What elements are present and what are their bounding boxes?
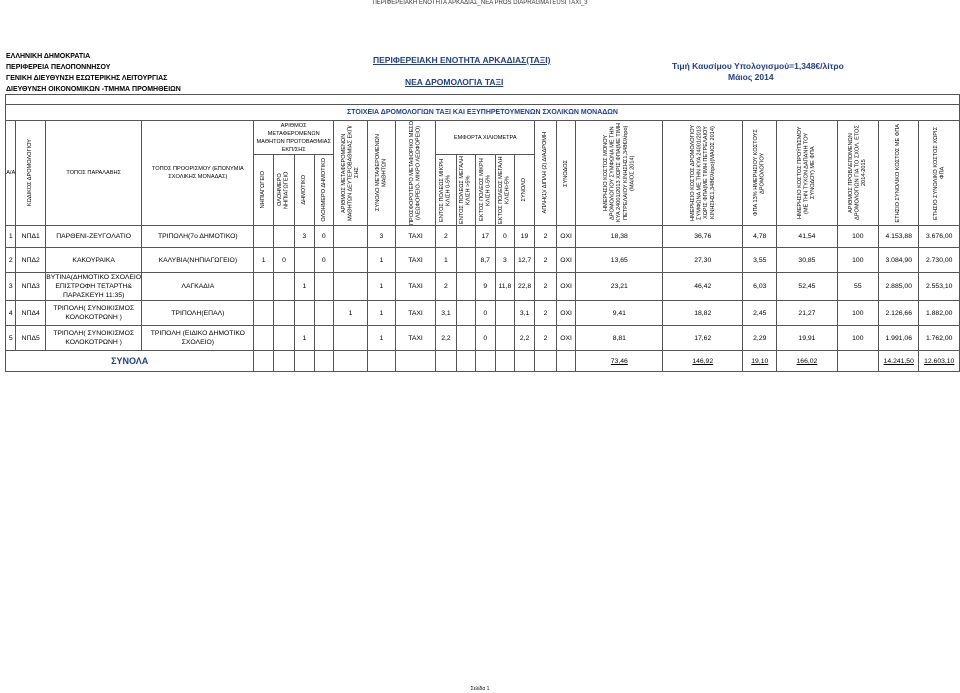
- col-aa-label: Α/Α: [6, 170, 16, 176]
- cell-days: 100: [837, 248, 878, 273]
- cell-c4: 19,91: [777, 326, 837, 351]
- cell-secondary: [334, 226, 368, 248]
- col-escort: [556, 121, 576, 226]
- col-vehicle-label: ΠΡΟΣΦΟΡΟΤΕΡΟ ΜΕΤΑΦΟΡΙΚΟ ΜΕΣΟ (ΛΕΩΦΟΡΕΙΟ- ΜΙΚΡΟ ΛΕΩΦΟΡΕΙΟ): [408, 121, 422, 225]
- table-row: [6, 273, 960, 301]
- col-km-total: [514, 155, 534, 226]
- cell-days: 100: [837, 226, 878, 248]
- total-annual-vat: 14.241,50: [879, 351, 919, 372]
- cell-days: 55: [837, 273, 878, 301]
- cell-days: 100: [837, 326, 878, 351]
- cell-total: 1: [368, 301, 396, 326]
- total-daily-route: 146,92: [663, 351, 743, 372]
- cell-code: ΝΠΔ5: [16, 326, 46, 351]
- fuel-price: Τιμή Καυσίμου Υπολογισμού=1,348€/λίτρο: [672, 61, 844, 71]
- total-daily-oneway: 73,46: [576, 351, 663, 372]
- col-km4: [495, 155, 514, 226]
- cell-km2: [456, 301, 475, 326]
- cell-km2: [456, 248, 475, 273]
- cell-c4: 41,54: [777, 226, 837, 248]
- col-trip: [535, 121, 557, 226]
- cell-days: 100: [837, 301, 878, 326]
- cell-allday-kinder: [273, 301, 294, 326]
- organization-block: [6, 51, 181, 95]
- cell-c3: 6,03: [743, 273, 777, 301]
- cell-km3: 8,7: [475, 248, 495, 273]
- col-pickup: [46, 121, 142, 226]
- col-allday-primary: [314, 155, 333, 226]
- col-annual-novat: [919, 121, 960, 226]
- cell-kinder: 1: [254, 248, 273, 273]
- cell-total: 1: [368, 248, 396, 273]
- col-km-group: [436, 121, 535, 155]
- cell-vehicle: ΤΑΧΙ: [395, 226, 436, 248]
- cell-primary: 1: [295, 326, 314, 351]
- cell-total: 3: [368, 226, 396, 248]
- cell-c1: 18,38: [576, 226, 663, 248]
- col-pickup-label: ΤΟΠΟΣ ΠΑΡΑΛΑΒΗΣ: [66, 170, 121, 176]
- cell-allday-primary: [314, 301, 333, 326]
- col-daily-oneway-label: ΗΜΕΡΗΣΙΟ ΚΟΣΤΟΣ ΜΟΝΟΥ ΔΡΟΜΟΛΟΓΙΟΥ ΣΥΜΦΩΝΑ ΜΕ ΤΗΝ ΚΥΑ 24001/2013 ΧΩΡΙΣ ΦΠΑ(ΜΕ ΤΙΜΗ ΠΕΤΡΕΛΑΙΟΥ ΚΙΝΗΣΗΣ1,348€/λίτρο)(ΜΑΙΟΣ 2014): [602, 123, 636, 223]
- cell-kinder: [254, 226, 273, 248]
- col-escort-label: ΣΥΝΟΔΟΣ: [562, 159, 569, 187]
- cell-c1: 9,41: [576, 301, 663, 326]
- col-primary-label: ΔΗΜΟΤΙΚΟ: [301, 175, 308, 205]
- col-daily-budget-label: ΗΜΕΡΗΣΙΟ ΚΟΣΤΟΣ ΠΡΟΫΠ/ΣΜΟΥ (ΜΕ ΤΗΝ ΤΥΧΟΝ ΔΑΠΑΝΗ ΤΟΥ ΣΥΝΟΔΟΥ) ΜΕ ΦΠΑ: [797, 126, 817, 220]
- month-label: Μάιος 2014: [728, 72, 774, 82]
- col-secondary: [334, 121, 368, 226]
- cell-km3: 17: [475, 226, 495, 248]
- col-km-total-label: ΣΥΝΟΛΟ: [521, 178, 528, 202]
- col-daily-oneway: [576, 121, 663, 226]
- cell-primary: 1: [295, 273, 314, 301]
- col-days-label: ΑΡΙΘΜΟΣ ΠΡΟΒΛΕΠΟΜΕΝΩΝ ΔΡΟΜΟΛΟΓΙΩΝ ΓΙΑ ΤΟ ΣΧΟΛ. ΕΤΟΣ 2014-2015: [847, 125, 868, 221]
- cell-km2: [456, 273, 475, 301]
- cell-c2: 27,30: [663, 248, 743, 273]
- cell-aa: 2: [6, 248, 16, 273]
- cell-c1: 23,21: [576, 273, 663, 301]
- col-km3: [475, 155, 495, 226]
- col-secondary-label: ΑΡΙΘΜΟΣ ΜΕΤΑΦΕΡΟΜΕΝΩΝ ΜΑΘΗΤΩΝ ΔΕΥΤΕΡΟΒΑΘΜΙΑΣ ΕΚΠ/ΣΗΣ: [340, 125, 360, 221]
- cell-km3: 0: [475, 301, 495, 326]
- col-primary-group: [254, 121, 334, 155]
- cell-allday-primary: [314, 326, 333, 351]
- col-aa: [6, 121, 16, 226]
- col-allday-kinder-label: ΟΛΟΗΜΕΡΟ ΝΗΠΙΑΓΩΓΕΙΟ: [277, 171, 290, 209]
- cell-trip: 2: [535, 248, 557, 273]
- table-row: [6, 301, 960, 326]
- cell-dest: ΚΑΛΥΒΙΑ(ΝΗΠΙΑΓΩΓΕΙΟ): [142, 248, 254, 273]
- cell-annual-novat: 1.762,00: [919, 326, 960, 351]
- col-total-students-label: ΣΥΝΟΛΟ ΜΕΤΑΦΕΡΟΜΕΝΩΝ ΜΑΘΗΤΩΝ: [374, 134, 388, 212]
- cell-c2: 17,62: [663, 326, 743, 351]
- cell-allday-kinder: [273, 226, 294, 248]
- cell-km-total: 2,2: [514, 326, 534, 351]
- cell-pickup: ΤΡΙΠΟΛΗ( ΣΥΝΟΙΚΙΣΜΟΣ ΚΟΛΟΚΟΤΡΩΝΗ ): [46, 301, 142, 326]
- total-vat: 19,10: [743, 351, 777, 372]
- col-daily-route: [663, 121, 743, 226]
- routes-table: [5, 94, 960, 372]
- cell-km4: 0: [495, 226, 514, 248]
- col-daily-route-label: ΗΜΕΡΗΣΙΟ ΚΟΣΤΟΣ ΔΡΟΜΟΛΟΓΙΟΥ ΣΥΜΦΩΝΑ ΜΕ ΤΗΝ ΚΥΑ 24001/2013 ΧΩΡΙΣ ΦΠΑ(ΜΕ ΤΙΜΗ ΠΕΤΡΕΛΑΙΟΥ ΚΙΝΗΣΗΣ1,348€/λίτρο)(ΜΑΙΟΣ 2014): [689, 124, 716, 222]
- cell-km4: [495, 326, 514, 351]
- org-line: ΓΕΝΙΚΗ ΔΙΕΥΘΥΝΣΗ ΕΣΩΤΕΡΙΚΗΣ ΛΕΙΤΟΥΡΓΙΑΣ: [6, 75, 168, 82]
- col-daily-budget: [777, 121, 837, 226]
- col-dest-label: ΤΟΠΟΣ ΠΡΟΟΡΙΣΜΟΥ (ΕΠΩΝΥΜΙΑ ΣΧΟΛΙΚΗΣ ΜΟΝΑΔΑΣ): [151, 166, 244, 180]
- cell-vehicle: ΤΑΧΙ: [395, 326, 436, 351]
- cell-vehicle: ΤΑΧΙ: [395, 273, 436, 301]
- col-allday-kinder: [273, 155, 294, 226]
- cell-code: ΝΠΔ4: [16, 301, 46, 326]
- cell-km1: 3,1: [436, 301, 456, 326]
- col-primary-group-label: ΑΡΙΘΜΟΣ ΜΕΤΑΦΕΡΟΜΕΝΩΝ ΜΑΘΗΤΩΝ ΠΡΩΤΟΒΑΘΜΙΑΣ ΕΚΠ/ΣΗΣ: [256, 122, 331, 153]
- cell-c3: 2,29: [743, 326, 777, 351]
- cell-annual-vat: 3.084,90: [879, 248, 919, 273]
- cell-c3: 3,55: [743, 248, 777, 273]
- cell-kinder: [254, 301, 273, 326]
- cell-km1: 2,2: [436, 326, 456, 351]
- cell-km3: 9: [475, 273, 495, 301]
- table-row: [6, 326, 960, 351]
- col-annual-vat-label: ΕΤΗΣΙΟ ΣΥΝΟΛΙΚΟ ΚΟΣΤΟΣ ΜΕ ΦΠΑ: [895, 123, 902, 223]
- col-kinder: [254, 155, 273, 226]
- cell-allday-primary: 0: [314, 226, 333, 248]
- cell-escort: ΟΧΙ: [556, 226, 576, 248]
- col-annual-vat: [879, 121, 919, 226]
- org-line: ΔΙΕΥΘΥΝΣΗ ΟΙΚΟΝΟΜΙΚΩΝ -ΤΜΗΜΑ ΠΡΟΜΗΘΕΙΩΝ: [6, 86, 181, 93]
- cell-km1: 2: [436, 226, 456, 248]
- page-number: Σελίδα 1: [470, 686, 490, 692]
- table-row: [6, 248, 960, 273]
- col-days: [837, 121, 878, 226]
- cell-code: ΝΠΔ1: [16, 226, 46, 248]
- col-annual-novat-label: ΕΤΗΣΙΟ ΣΥΝΟΛΙΚΟ ΚΟΣΤΟΣ ΧΩΡΙΣ ΦΠΑ: [932, 126, 946, 220]
- col-km3-label: ΕΚΤΟΣ ΠΟΛΕΩΣ ΜΙΚΡΗ ΚΛΙΣΗ 0-5%: [478, 158, 492, 222]
- col-vat-label: ΦΠΑ 13% ΗΜΕΡΗΣΙΟΥ ΚΟΣΤΟΥΣ ΔΡΟΜΟΛΟΓΙΟΥ: [753, 129, 766, 217]
- cell-annual-vat: 1.991,06: [879, 326, 919, 351]
- cell-annual-novat: 1.882,00: [919, 301, 960, 326]
- cell-annual-novat: 3.676,00: [919, 226, 960, 248]
- cell-c1: 13,65: [576, 248, 663, 273]
- total-daily-budget: 166,02: [777, 351, 837, 372]
- cell-aa: 1: [6, 226, 16, 248]
- org-line: ΠΕΡΙΦΕΡΕΙΑ ΠΕΛΟΠΟΝΝΗΣΟΥ: [6, 64, 111, 71]
- cell-km2: [456, 326, 475, 351]
- cell-aa: 4: [6, 301, 16, 326]
- cell-secondary: [334, 273, 368, 301]
- cell-dest: ΛΑΓΚΑΔΙΑ: [142, 273, 254, 301]
- cell-vehicle: ΤΑΧΙ: [395, 301, 436, 326]
- cell-escort: ΟΧΙ: [556, 273, 576, 301]
- cell-trip: 2: [535, 226, 557, 248]
- cell-km1: 2: [436, 273, 456, 301]
- col-km1-label: ΕΝΤΟΣ ΠΟΛΕΩΣ ΜΙΚΡΗ ΚΛΙΣΗ 0-5%: [439, 158, 452, 222]
- cell-trip: 2: [535, 326, 557, 351]
- cell-dest: ΤΡΙΠΟΛΗ (ΕΙΔΙΚΟ ΔΗΜΟΤΙΚΟ ΣΧΟΛΕΙΟ): [142, 326, 254, 351]
- cell-kinder: [254, 326, 273, 351]
- cell-code: ΝΠΔ3: [16, 273, 46, 301]
- col-km4-label: ΕΚΤΟΣ ΠΟΛΕΩΣ ΜΕΓΑΛΗ ΚΛΙΣΗ>5%: [498, 156, 511, 224]
- cell-pickup: ΒΥΤΙΝΑ(ΔΗΜΟΤΙΚΟ ΣΧΟΛΕΙΟ ΕΠΙΣΤΡΟΦΗ ΤΕΤΑΡΤΗ& ΠΑΡΑΣΚΕΥΗ 11:35): [46, 274, 142, 299]
- cell-c4: 30,85: [777, 248, 837, 273]
- org-line: ΕΛΛΗΝΙΚΗ ΔΗΜΟΚΡΑΤΙΑ: [6, 53, 91, 60]
- cell-km4: 3: [495, 248, 514, 273]
- cell-dest: ΤΡΙΠΟΛΗ(7ο ΔΗΜΟΤΙΚΟ): [142, 226, 254, 248]
- cell-pickup: ΤΡΙΠΟΛΗ( ΣΥΝΟΙΚΙΣΜΟΣ ΚΟΛΟΚΟΤΡΩΝΗ ): [46, 326, 142, 351]
- blank-row: [6, 95, 960, 105]
- cell-trip: 2: [535, 301, 557, 326]
- col-km1: [436, 155, 456, 226]
- cell-vehicle: ΤΑΧΙ: [395, 248, 436, 273]
- cell-kinder: [254, 273, 273, 301]
- cell-escort: ΟΧΙ: [556, 326, 576, 351]
- cell-primary: [295, 301, 314, 326]
- cell-aa: 5: [6, 326, 16, 351]
- cell-c2: 18,82: [663, 301, 743, 326]
- table-row: [6, 226, 960, 248]
- col-km2-label: ΕΝΤΟΣ ΠΟΛΕΩΣ ΜΕΓΑΛΗ ΚΛΙΣΗ >5%: [459, 156, 472, 224]
- cell-c2: 46,42: [663, 273, 743, 301]
- cell-km2: [456, 226, 475, 248]
- cell-aa: 3: [6, 273, 16, 301]
- col-code-label: ΚΩΔΙΚΟΣ ΔΡΟΜΟΛΟΓΙΟΥ: [27, 139, 34, 207]
- cell-km-total: 22,8: [514, 273, 534, 301]
- cell-c4: 52,45: [777, 273, 837, 301]
- cell-km3: 0: [475, 326, 495, 351]
- col-primary: [295, 155, 314, 226]
- cell-allday-kinder: [273, 326, 294, 351]
- cell-allday-kinder: [273, 273, 294, 301]
- document-title: ΠΕΡΙΦΕΡΕΙΑΚΗ ΕΝΟΤΗΤΑ ΑΡΚΑΔΙΑΣ_ΝΕΑ PROS DIAPRAGMATEUSI TAXI_3: [372, 0, 588, 6]
- cell-km-total: 19: [514, 226, 534, 248]
- cell-primary: 3: [295, 226, 314, 248]
- cell-c3: 4,78: [743, 226, 777, 248]
- cell-secondary: [334, 326, 368, 351]
- col-dest: [142, 121, 254, 226]
- cell-annual-vat: 2.126,66: [879, 301, 919, 326]
- cell-km1: 1: [436, 248, 456, 273]
- cell-pickup: ΠΑΡΘΕΝΙ-ΖΕΥΓΟΛΑΤΙΟ: [46, 226, 142, 248]
- cell-annual-vat: 4.153,88: [879, 226, 919, 248]
- totals-label: ΣΥΝΟΛΑ: [6, 351, 254, 372]
- col-km2: [456, 155, 475, 226]
- cell-allday-kinder: 0: [273, 248, 294, 273]
- cell-secondary: 1: [334, 301, 368, 326]
- col-trip-label: ΑΠΛΗ(1)/ ΔΙΠΛΗ (2) ΔΙΑΔΡΟΜΗ: [542, 132, 549, 214]
- col-allday-primary-label: ΟΛΟΗΜΕΡΟ ΔΗΜΟΤΙΚΟ: [320, 158, 327, 222]
- cell-km-total: 12,7: [514, 248, 534, 273]
- cell-c2: 36,76: [663, 226, 743, 248]
- cell-km4: 11,8: [495, 273, 514, 301]
- cell-km4: [495, 301, 514, 326]
- section-title: ΣΤΟΙΧΕΙΑ ΔΡΟΜΟΛΟΓΙΩΝ ΤΑΞΙ ΚΑΙ ΕΞΥΠΗΡΕΤΟΥΜΕΝΩΝ ΣΧΟΛΙΚΩΝ ΜΟΝΑΔΩΝ: [6, 105, 960, 121]
- total-annual-novat: 12.603,10: [919, 351, 960, 372]
- cell-c4: 21,27: [777, 301, 837, 326]
- col-code: [16, 121, 46, 226]
- col-km-group-label: ΕΜΦΟΡΤΑ ΧΙΛΙΟΜΕΤΡΑ: [453, 134, 517, 141]
- cell-km-total: 3,1: [514, 301, 534, 326]
- cell-c3: 2,45: [743, 301, 777, 326]
- col-vat: [743, 121, 777, 226]
- cell-annual-novat: 2.730,00: [919, 248, 960, 273]
- cell-secondary: [334, 248, 368, 273]
- col-vehicle: [395, 121, 436, 226]
- cell-primary: [295, 248, 314, 273]
- table-body: [6, 226, 960, 351]
- cell-total: 1: [368, 273, 396, 301]
- cell-escort: ΟΧΙ: [556, 301, 576, 326]
- col-total-students: [368, 121, 396, 226]
- cell-escort: ΟΧΙ: [556, 248, 576, 273]
- cell-annual-vat: 2.885,00: [879, 273, 919, 301]
- route-title: ΝΕΑ ΔΡΟΜΟΛΟΓΙΑ ΤΑΞΙ: [405, 77, 504, 87]
- totals-row: [6, 351, 960, 372]
- unit-title: ΠΕΡΙΦΕΡΕΙΑΚΗ ΕΝΟΤΗΤΑ ΑΡΚΑΔΙΑΣ(ΤΑΞΙ): [373, 55, 551, 65]
- cell-code: ΝΠΔ2: [16, 248, 46, 273]
- col-kinder-label: ΝΗΠΙΑΓΩΓΕΙΟ: [260, 171, 267, 209]
- cell-trip: 2: [535, 273, 557, 301]
- cell-total: 1: [368, 326, 396, 351]
- cell-dest: ΤΡΙΠΟΛΗ(ΕΠΑΛ): [142, 301, 254, 326]
- cell-allday-primary: 0: [314, 248, 333, 273]
- cell-c1: 8,81: [576, 326, 663, 351]
- cell-pickup: ΚΑΚΟΥΡΑΙΚΑ: [46, 248, 142, 273]
- cell-annual-novat: 2.553,10: [919, 273, 960, 301]
- cell-allday-primary: [314, 273, 333, 301]
